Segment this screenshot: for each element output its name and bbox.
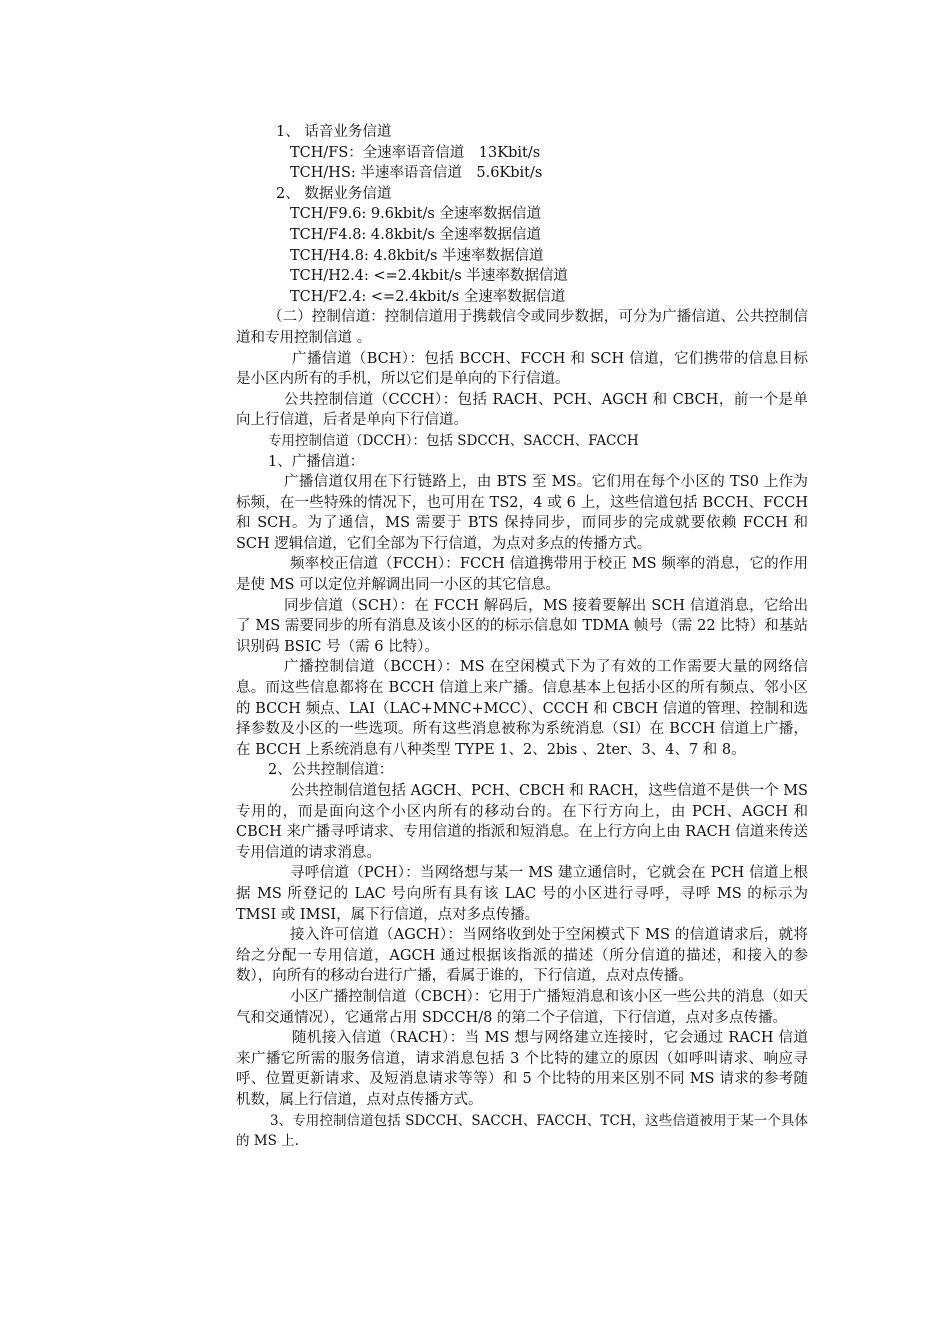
- paragraph-rach: 随机接入信道（RACH）：当 MS 想与网络建立连接时，它会通过 RACH 信道来广播它所需的服务信道，请求消息包括 3 个比特的建立的原因（如呼叫请求、响应寻呼、位置更新请求、及短消息请求等等）和 5 个比特的用来区别不同 MS 请求的参考随机数，属上行信道，点对点传播方式。: [236, 1030, 808, 1108]
- heading-broadcast-channel: 1、广播信道：: [268, 453, 365, 470]
- line-tch-f48: TCH/F4.8: 4.8kbit/s 全速率数据信道: [290, 226, 541, 243]
- paragraph-ccch: 公共控制信道（CCCH）：包括 RACH、PCH、AGCH 和 CBCH，前一个是单向上行信道，后者是单向下行信道。: [236, 391, 808, 429]
- paragraph-control-channel: （二）控制信道：控制信道用于携载信令或同步数据，可分为广播信道、公共控制信道和专用控制信道 。: [236, 309, 808, 346]
- paragraph-dedicated-control-channel: 3、专用控制信道包括 SDCCH、SACCH、FACCH、TCH，这些信道被用于某一个具体的 MS 上.: [236, 1112, 808, 1150]
- line-tch-hs: TCH/HS: 半速率语音信道 5.6Kbit/s: [290, 165, 543, 182]
- heading-common-control-channel: 2、公共控制信道：: [268, 762, 394, 779]
- paragraph-pch: 寻呼信道（PCH）：当网络想与某一 MS 建立通信时，它就会在 PCH 信道上根据 MS 所登记的 LAC 号向所有具有该 LAC 号的小区进行寻呼，寻呼 MS 的标示为 TMSI 或 IMSI，属下行信道，点对多点传播。: [236, 865, 808, 923]
- paragraph-broadcast-channel: 广播信道仅用在下行链路上，由 BTS 至 MS。它们用在每个小区的 TS0 上作为标频，在一些特殊的情况下，也可用在 TS2，4 或 6 上，这些信道包括 BCCH、FCCH 和 SCH。为了通信，MS 需要于 BTS 保持同步，而同步的完成就要依赖 FCCH 和 SCH 逻辑信道，它们全部为下行信道，为点对多点的传播方式。: [236, 474, 808, 552]
- paragraph-bch: 广播信道（BCH）：包括 BCCH、FCCH 和 SCH 信道，它们携带的信息目标是小区内所有的手机，所以它们是单向的下行信道。: [236, 350, 808, 388]
- heading-data-channel: 2、 数据业务信道: [276, 185, 392, 202]
- paragraph-bcch: 广播控制信道（BCCH）：MS 在空闲模式下为了有效的工作需要大量的网络信息。而这些信息都将在 BCCH 信道上来广播。信息基本上包括小区的所有频点、邻小区的 BCCH 频点、LAI（LAC+MNC+MCC）、CCCH 和 CBCH 信道的管理、控制和选择参数及小区的一些选项。所有这些消息被称为系统消息（SI）在 BCCH 信道上广播，在 BCCH 上系统消息有八种类型 TYPE 1、2、2bis 、2ter、3、4、7 和 8。: [236, 659, 808, 758]
- paragraph-agch: 接入许可信道（AGCH）：当网络收到处于空闲模式下 MS 的信道请求后，就将给之分配一专用信道，AGCH 通过根据该指派的描述（所分信道的描述，和接入的参数），向所有的移动台进行广播，看属于谁的，下行信道，点对点传播。: [236, 927, 808, 985]
- line-dcch: 专用控制信道（DCCH）：包括 SDCCH、SACCH、FACCH: [268, 432, 639, 449]
- paragraph-sch: 同步信道（SCH）：在 FCCH 解码后，MS 接着要解出 SCH 信道消息，它给出了 MS 需要同步的所有消息及该小区的的标示信息如 TDMA 帧号（需 22 比特）和基站识别码 BSIC 号（需 6 比特）。: [236, 597, 808, 655]
- line-tch-f96: TCH/F9.6: 9.6kbit/s 全速率数据信道: [290, 206, 541, 223]
- line-tch-h48: TCH/H4.8: 4.8kbit/s 半速率数据信道: [290, 247, 544, 264]
- heading-voice-channel: 1、 话音业务信道: [276, 124, 392, 140]
- line-tch-f24: TCH/F2.4: <=2.4kbit/s 全速率数据信道: [290, 288, 566, 305]
- paragraph-fcch: 频率校正信道（FCCH）：FCCH 信道携带用于校正 MS 频率的消息，它的作用是使 MS 可以定位并解调出同一小区的其它信息。: [236, 556, 808, 594]
- document-page: [236, 122, 808, 1152]
- paragraph-common-control-channel: 公共控制信道包括 AGCH、PCH、CBCH 和 RACH，这些信道不是供一个 MS 专用的，而是面向这个小区内所有的移动台的。在下行方向上，由 PCH、AGCH 和 CBCH 来广播寻呼请求、专用信道的指派和短消息。在上行方向上由 RACH 信道来传送专用信道的请求消息。: [236, 783, 808, 861]
- line-tch-fs: TCH/FS：全速率语音信道 13Kbit/s: [290, 144, 541, 161]
- line-tch-h24: TCH/H2.4: <=2.4kbit/s 半速率数据信道: [290, 268, 568, 285]
- paragraph-cbch: 小区广播控制信道（CBCH）：它用于广播短消息和该小区一些公共的消息（如天气和交通情况），它通常占用 SDCCH/8 的第二个子信道，下行信道，点对多点传播。: [236, 988, 808, 1026]
